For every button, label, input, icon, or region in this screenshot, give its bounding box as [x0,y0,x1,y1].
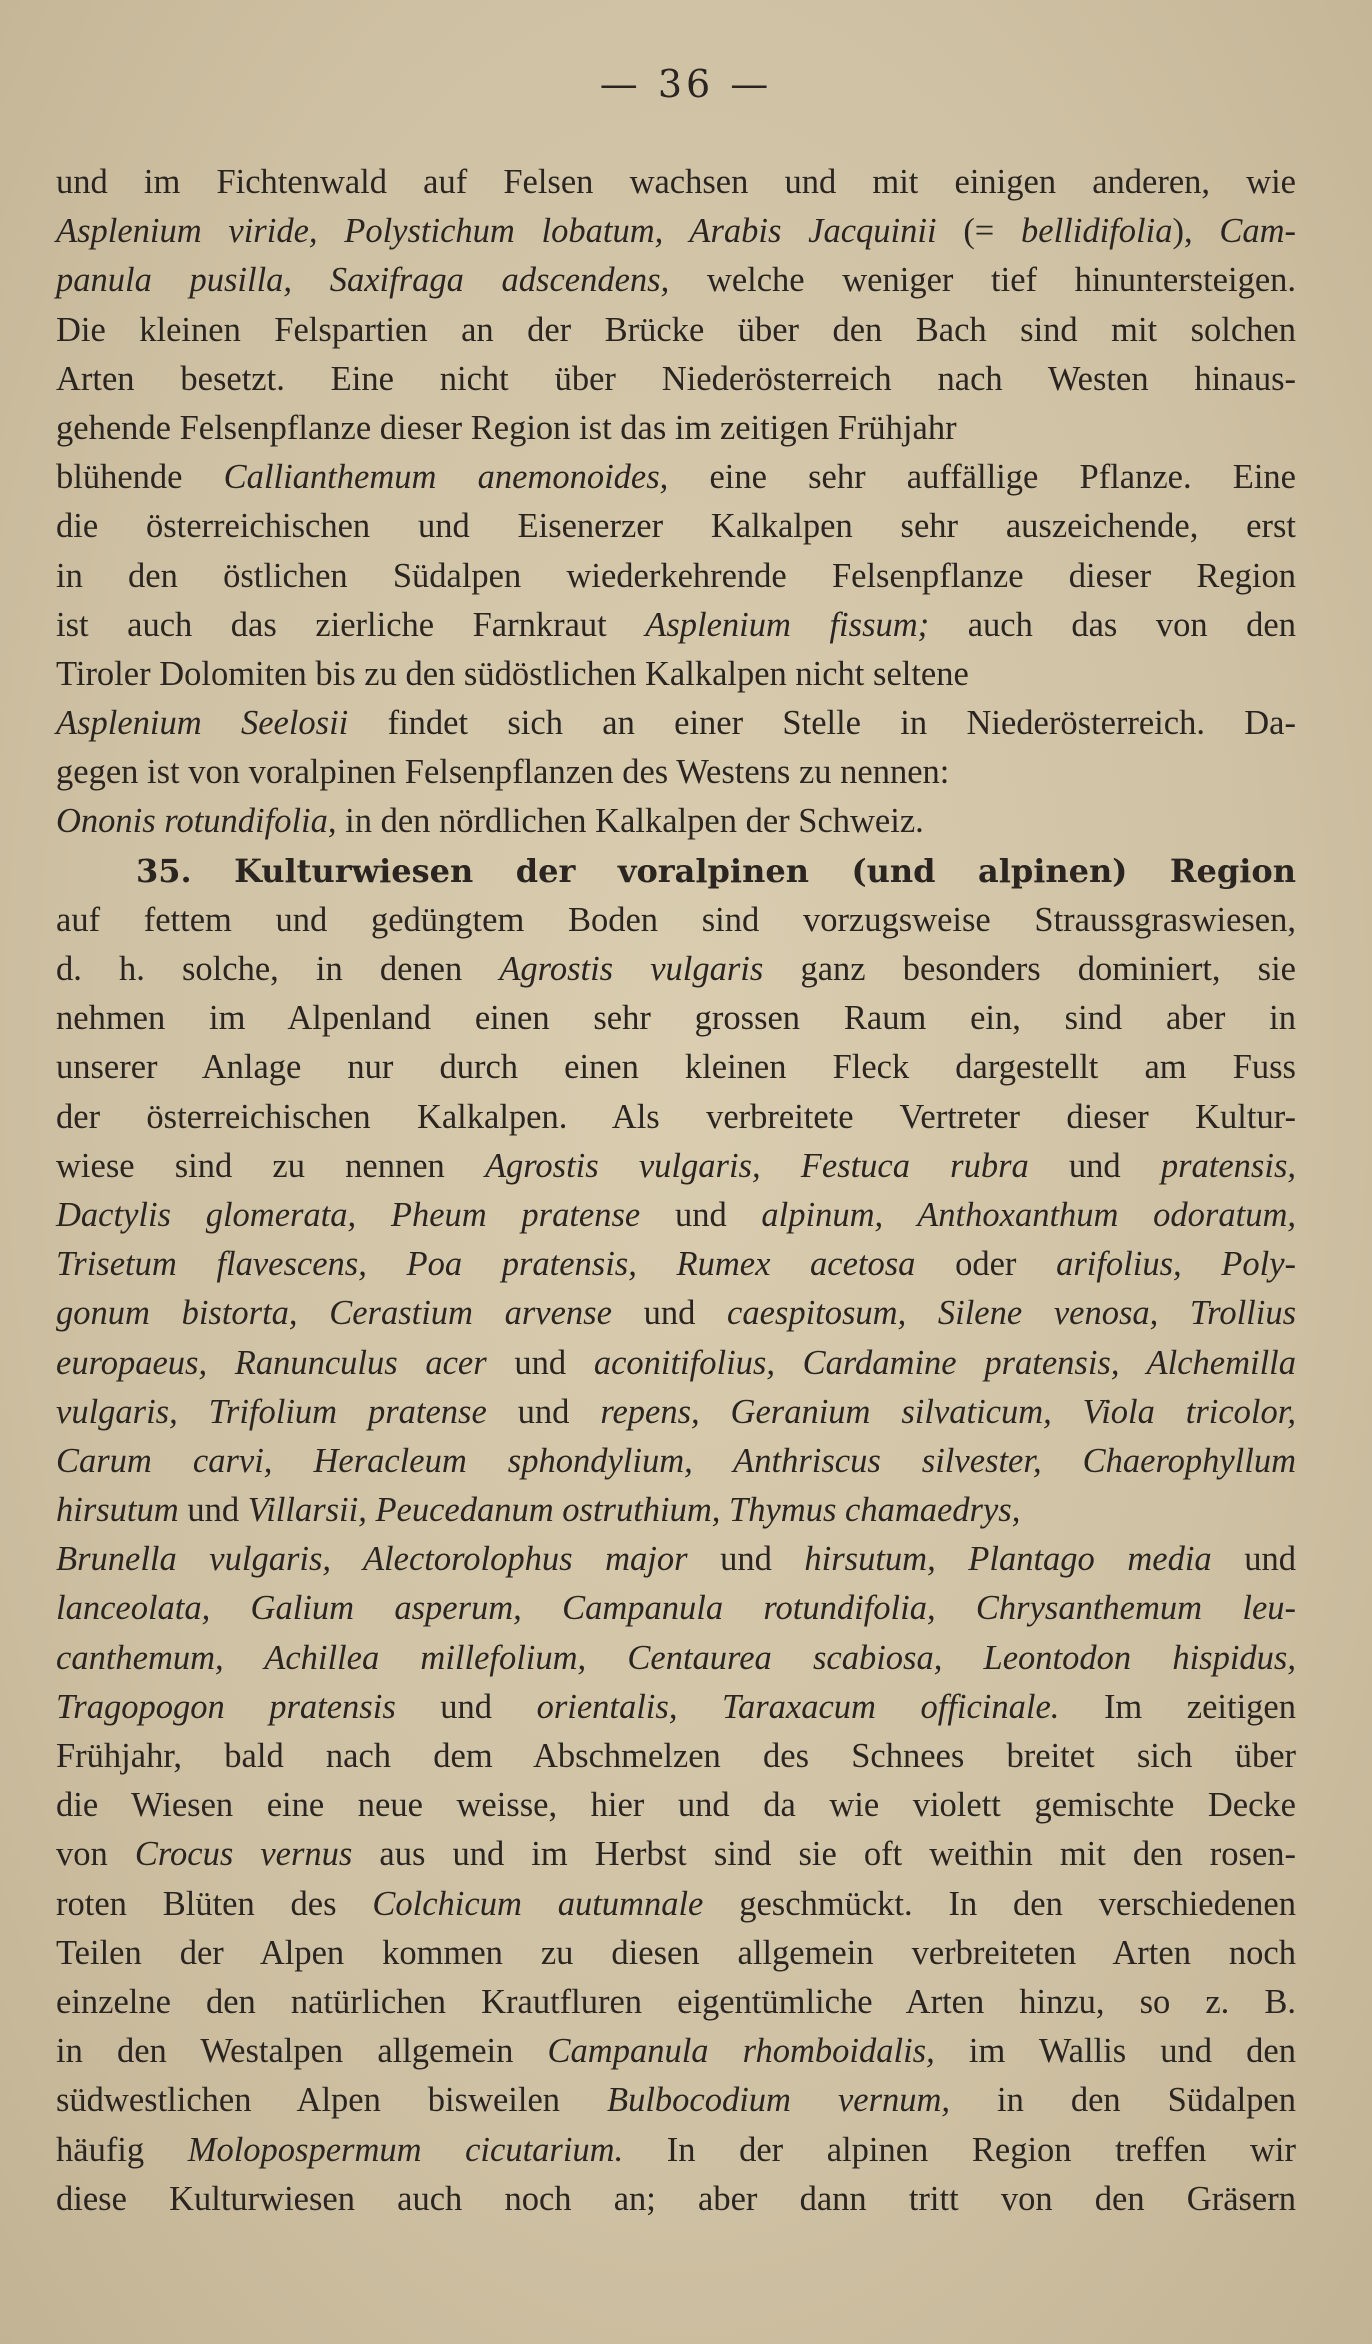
text-run: Im zeitigen [1059,1687,1296,1726]
text-run: gegen ist von voralpinen Felsenpflanzen des Westens zu nennen: [56,753,950,792]
species-name: Carum carvi, Heracleum sphondylium, Anthriscus silvester, Chaerophyllum [56,1441,1296,1480]
text-run: geschmückt. In den verschiedenen [703,1884,1296,1923]
species-name: caespitosum, Silene venosa, Trollius [727,1294,1297,1333]
text-run: die österreichischen und Eisenerzer Kalkalpen sehr auszeichende, erst [56,507,1296,546]
text-run: blühende [56,458,224,497]
text-run: Tiroler Dolomiten bis zu den südöstlichen Kalkalpen nicht seltene [56,654,969,693]
text-run: und [178,1491,248,1530]
species-name: pratensis, [1160,1146,1296,1185]
text-line [56,896,1296,945]
species-name: Agrostis vulgaris, Festuca rubra [484,1146,1029,1185]
species-name: europaeus, Ranunculus acer [56,1343,487,1382]
text-line [56,650,1296,699]
species-name: vulgaris, Trifolium pratense [56,1392,487,1431]
species-name: bellidifolia [1021,212,1173,251]
species-name: Agrostis vulgaris [499,950,764,988]
text-run: die Wiesen eine neue weisse, hier und da wie violett gemischte Decke [56,1786,1296,1825]
species-name: Colchicum autumnale [372,1884,704,1923]
text-line [56,355,1296,404]
text-run: in den nördlichen Kalkalpen der Schweiz. [336,802,924,841]
text-run: oder [915,1245,1057,1284]
text-run: und [687,1540,805,1579]
species-name: Asplenium Seelosii [56,704,349,743]
text-line [56,1584,1296,1633]
species-name: hirsutum [56,1491,179,1530]
text-run: aus und im Herbst sind sie oft weithin mit den rosen- [352,1835,1297,1874]
text-line [56,1289,1296,1338]
section-heading: 35. Kulturwiesen der voralpinen (und alpinen) Region [136,851,1296,890]
species-name: alpinum, Anthoxanthum odoratum, [761,1195,1296,1234]
species-name: gonum bistorta, Cerastium arvense [56,1294,612,1333]
text-line [56,502,1296,551]
text-line [56,945,1296,994]
text-run: (= [936,212,1022,251]
text-run: im Wallis und den [934,2032,1296,2071]
text-run: und [1211,1540,1297,1579]
text-line [56,1339,1296,1388]
text-run: wiese sind zu nennen [56,1146,485,1185]
text-run: roten Blüten des [56,1884,373,1923]
species-name: canthemum, Achillea millefolium, Centaurea scabiosa, Leontodon hispidus, [56,1638,1296,1677]
text-run: südwestlichen Alpen bisweilen [56,2081,607,2120]
species-name: Dactylis glomerata, Pheum pratense [56,1195,641,1234]
text-run: ist auch das zierliche Farnkraut [56,605,646,644]
text-run: auf fettem und gedüngtem Boden sind vorzugsweise Straussgraswiesen, [56,900,1296,939]
text-line [56,2126,1296,2175]
text-run: Frühjahr, bald nach dem Abschmelzen des Schnees breitet sich über [56,1737,1296,1775]
text-line [56,1535,1296,1584]
text-line [56,2175,1296,2224]
text-line [56,847,1296,896]
page-number: — 36 — [599,62,773,106]
text-line [56,1781,1296,1830]
species-name: Asplenium fissum; [645,605,930,644]
text-run: eine sehr auffällige Pflanze. Eine [668,458,1296,497]
species-name: Campanula rhomboidalis, [547,2032,935,2071]
text-line [56,1978,1296,2027]
text-line [56,256,1296,305]
species-name: Cam- [1219,212,1296,251]
species-name: Bulbocodium vernum, [607,2081,951,2120]
text-run: findet sich an einer Stelle in Niederösterreich. Da- [348,704,1296,743]
text-line [56,1043,1296,1092]
text-run: gehende Felsenpflanze dieser Region ist das im zeitigen Frühjahr [56,408,957,447]
text-line [56,1486,1296,1535]
species-name: panula pusilla, Saxifraga adscendens, [56,261,670,300]
text-line [56,2076,1296,2125]
text-run: in den Südalpen [950,2081,1296,2120]
text-run: In der alpinen Region treffen wir [623,2130,1296,2169]
text-line [56,1191,1296,1240]
text-line [56,1240,1296,1289]
species-name: Trisetum flavescens, Poa pratensis, Rumex acetosa [56,1245,916,1284]
text-run: diese Kulturwiesen auch noch an; aber dann tritt von den Gräsern [56,2179,1296,2218]
text-line [56,1093,1296,1142]
body-text [56,158,1296,2224]
text-line [56,1634,1296,1683]
text-run: Arten besetzt. Eine nicht über Niederösterreich nach Westen hinaus- [56,359,1296,398]
species-name: orientalis, Taraxacum officinale. [536,1687,1060,1726]
text-run: von [56,1835,135,1874]
text-run: welche weniger tief hinuntersteigen. [669,261,1297,300]
text-run: unserer Anlage nur durch einen kleinen Fleck dargestellt am Fuss [56,1048,1296,1087]
species-name: aconitifolius, Cardamine pratensis, Alchemilla [593,1343,1296,1382]
text-line [56,207,1296,256]
text-run: und [486,1343,594,1382]
text-run: in den Westalpen allgemein [56,2032,548,2071]
text-line [56,1732,1296,1781]
text-run: und [486,1392,601,1431]
text-line [56,552,1296,601]
text-line [56,994,1296,1043]
text-line [56,1929,1296,1978]
text-run: d. h. solche, in denen [56,950,500,988]
text-run: nehmen im Alpenland einen sehr grossen Raum ein, sind aber in [56,999,1296,1038]
text-run: einzelne den natürlichen Krautfluren eigentümliche Arten hinzu, so z. B. [56,1982,1296,2021]
species-name: Crocus vernus [134,1835,353,1874]
text-line [56,1830,1296,1879]
text-run: Teilen der Alpen kommen zu diesen allgemein verbreiteten Arten noch [56,1933,1296,1972]
text-run: häufig [56,2130,188,2169]
text-line [56,158,1296,207]
species-name: repens, Geranium silvaticum, Viola tricolor, [600,1392,1296,1431]
text-line [56,1142,1296,1191]
text-run: und im Fichtenwald auf Felsen wachsen und mit einigen anderen, wie [56,163,1296,201]
text-line [56,404,1296,453]
text-line [56,797,1296,846]
text-run: Die kleinen Felspartien an der Brücke über den Bach sind mit solchen [56,310,1296,349]
text-run: und [611,1294,728,1333]
species-name: Ononis rotundifolia, [56,802,337,841]
species-name: arifolius, Poly- [1056,1245,1296,1284]
text-run: auch das von den [929,605,1296,644]
text-line [56,748,1296,797]
text-run: ), [1172,212,1220,251]
species-name: Callianthemum anemonoides, [223,458,669,497]
text-run: und [640,1195,762,1234]
text-run: und [395,1687,537,1726]
text-line [56,453,1296,502]
text-line [56,1880,1296,1929]
species-name: Tragopogon pratensis [56,1687,396,1726]
text-line [56,306,1296,355]
text-line [56,601,1296,650]
species-name: Molopospermum cicutarium. [187,2130,624,2169]
species-name: lanceolata, Galium asperum, Campanula rotundifolia, Chrysanthemum leu- [56,1589,1296,1628]
text-line [56,1437,1296,1486]
text-line [56,2027,1296,2076]
text-line [56,699,1296,748]
species-name: hirsutum, Plantago media [804,1540,1212,1579]
text-run: ganz besonders dominiert, sie [763,950,1296,988]
text-run: der österreichischen Kalkalpen. Als verbreitete Vertreter dieser Kultur- [56,1097,1296,1136]
text-line [56,1683,1296,1732]
text-run: und [1028,1146,1161,1185]
species-name: Brunella vulgaris, Alectorolophus major [56,1540,688,1579]
species-name: Villarsii, Peucedanum ostruthium, Thymus chamaedrys, [247,1491,1021,1530]
text-line [56,1388,1296,1437]
species-name: Asplenium viride, Polystichum lobatum, Arabis Jacquinii [56,212,937,251]
text-run: in den östlichen Südalpen wiederkehrende Felsenpflanze dieser Region [56,556,1296,595]
